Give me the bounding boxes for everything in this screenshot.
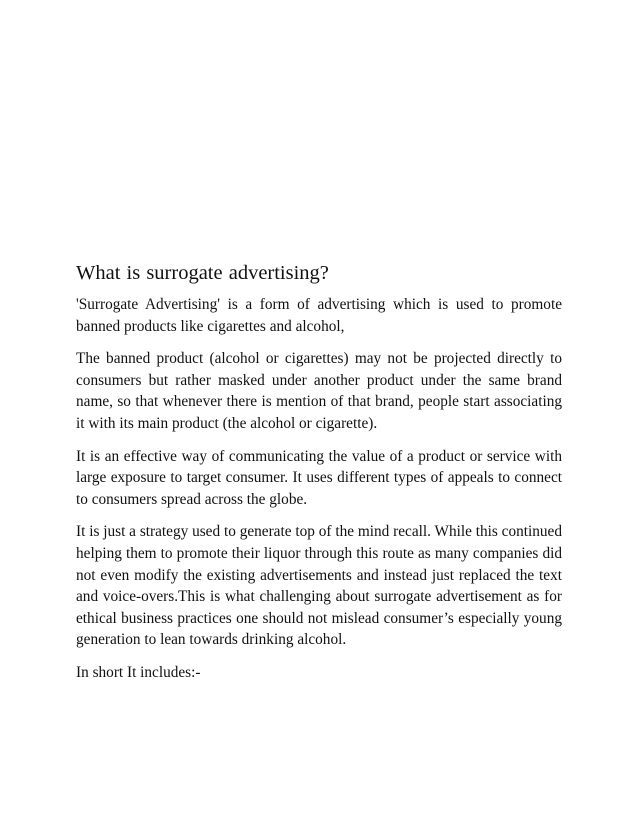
paragraph-summary-intro: In short It includes:- [76, 663, 201, 681]
document-body [76, 260, 562, 695]
paragraph-effectiveness: It is an effective way of communicating the value of a product or service with large exposure to target consumer. It uses different types of appeals to connect to consumers spread across the globe. [76, 447, 562, 508]
paragraph-masking: The banned product (alcohol or cigarettes) may not be projected directly to consumers but rather masked under another product under the same brand name, so that whenever there is mention of that brand, people start associating it with its main product (the alcohol or cigarette). [76, 350, 562, 432]
paragraph-definition: 'Surrogate Advertising' is a form of advertising which is used to promote banned products like cigarettes and alcohol, [76, 296, 562, 335]
paragraph-strategy: It is just a strategy used to generate top of the mind recall. While this continued helping them to promote their liquor through this route as many companies did not even modify the existing advertisements and instead just replaced the text and voice-overs.This is what challenging about surrogate advertisement as for ethical business practices one should not mislead consumer’s especially young generation to lean towards drinking alcohol. [76, 523, 562, 649]
page-title: What is surrogate advertising? [76, 262, 329, 284]
